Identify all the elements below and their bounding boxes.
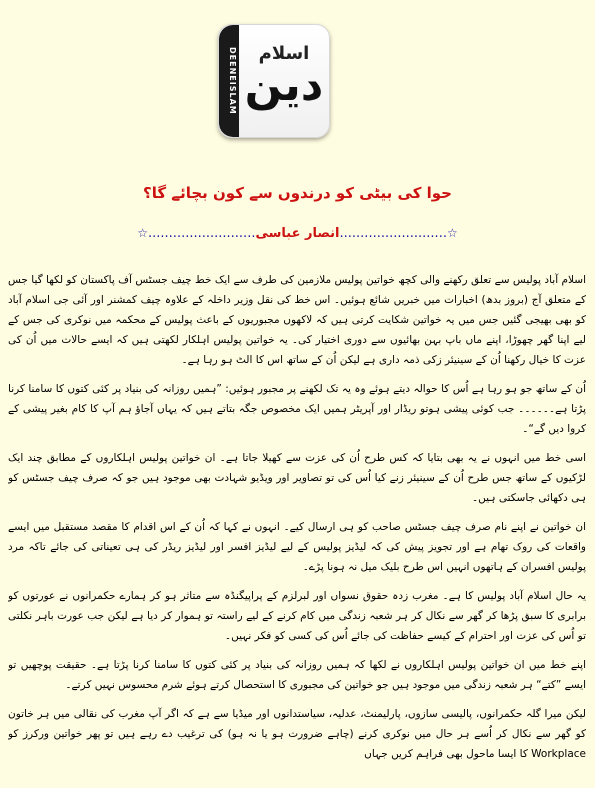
article-paragraph: اپنے خط میں ان خواتین پولیس اہلکاروں نے لکھا کہ ہمیں روزانہ کی بنیاد پر کئی کتوں کا سامنا کرنا پڑتا ہے۔ حقیقت پوچھیں تو ایسے ”کتے“ ہر شعبہ زندگی میں موجود ہیں جو خواتین کی مجبوری کا استحصال کرتے ہوئے شرم محسوس نہیں کرتے۔ — [8, 659, 586, 691]
star-icon: ☆ — [137, 226, 149, 240]
article-title: حوا کی بیٹی کو درندوں سے کون بچائے گا؟ — [143, 184, 452, 202]
logo-vertical-text: DEENEISLAM — [228, 47, 237, 115]
article-paragraph: لیکن میرا گلہ حکمرانوں، پالیسی سازوں، پارلیمنٹ، عدلیہ، سیاستدانوں اور میڈیا سے ہے کہ اگر آپ مغرب کی نقالی میں ہر خاتون کو گھر سے نکال کر اُسے ہر حال میں نوکری کرنے (چاہے ضرورت ہو یا نہ ہو) کی ترغیب دے رہے ہیں تو پھر خواتین ورکرز کو Workplace کا ایسا ماحول بھی فراہم کریں جہاں — [8, 708, 586, 760]
logo-strip — [219, 25, 239, 137]
logo-calligraphy — [243, 35, 325, 127]
byline-dots-right: .......................... — [339, 226, 447, 241]
site-logo[interactable] — [218, 24, 330, 138]
logo-calligraphy-main: دین — [244, 60, 324, 111]
author-name[interactable]: انصار عباسی — [255, 226, 340, 241]
article-body — [8, 270, 586, 785]
logo-calligraphy-top: اسلام — [258, 43, 310, 64]
article-paragraph: اسی خط میں انہوں نے یہ بھی بتایا کہ کس طرح اُن کی عزت سے کھیلا جاتا ہے۔ ان خواتین پولیس اہلکاروں کے مطابق چند ایک لڑکیوں کے ساتھ جس طرح اُن کے سینیئر زنے کیا اُس کی تو تصاویر اور ویڈیو شہادت بھی موجود ہیں جو کہ صرف چیف جسٹس کو ہی دکھائی جاسکتی ہیں۔ — [8, 452, 586, 504]
article-paragraph: اسلام آباد پولیس سے تعلق رکھنے والی کچھ خواتین پولیس ملازمین کی طرف سے ایک خط چیف جسٹس آف پاکستان کو لکھا گیا جس کے متعلق آج (بروز بدھ) اخبارات میں خبریں شائع ہوئیں۔ اس خط کی نقل وزیر داخلہ کے علاوہ چیف کمشنر اور آئی جی اسلام آباد کو بھی بھیجی گئیں جس میں یہ خواتین شکایت کرتی ہیں کہ لاکھوں مجبوریوں کے باعث پولیس کے محکمہ میں نوکری کی جس کے لیے اپنا گھر چھوڑا، اپنے ماں باپ بہن بھائیوں سے دوری اختیار کی۔ یہ خواتین پولیس اہلکار لکھتی ہیں کہ ایسے حالات میں اُن کی عزت کا خیال رکھنا اُن کے سینیئر زکی ذمہ داری ہے لیکن اُن کے ساتھ اس کا الٹ ہو رہا ہے۔ — [8, 274, 586, 366]
article-paragraph: ان خواتین نے اپنے نام صرف چیف جسٹس صاحب کو ہی ارسال کیے۔ انہوں نے کہا کہ اُن کے اس اقدام کا مقصد مستقبل میں ایسے واقعات کی روک تھام ہے اور تجویز پیش کی کہ لیڈیز پولیس کے لیے لیڈیز افسر اور لیڈیز ریڈر کی ہی تعیناتی کی جائے تاکہ مرد پولیس افسران کے ہاتھوں انہیں اس طرح بلیک میل نہ ہونا پڑے۔ — [8, 521, 586, 573]
article-paragraph: اُن کے ساتھ جو ہو رہا ہے اُس کا حوالہ دیتے ہوئے وہ یہ تک لکھنے پر مجبور ہوئیں: ”ہمیں روزانہ کی بنیاد پر کئی کتوں کا سامنا کرنا پڑتا ہے۔۔۔۔۔۔ جب کوئی پیشی ہوتو ریڈار اور آپریٹر ہمیں ایک مخصوص جگہ بتاتے ہیں کہ یہاں آجاؤ ہم آپ کا کام بغیر پیشی کے کروا دیں گے“۔ — [8, 383, 586, 435]
star-icon: ☆ — [446, 226, 458, 240]
article-byline — [0, 226, 595, 241]
article-paragraph: یہ حال اسلام آباد پولیس کا ہے۔ مغرب زدہ حقوق نسواں اور لبرلزم کے پراپیگنڈہ سے متاثر ہو کر ہمارے حکمرانوں نے عورتوں کو برابری کا سبق پڑھا کر گھر سے نکال کر ہر شعبہ زندگی میں کام کرنے کے لیے راستہ تو ہموار کر دیا ہے لیکن جب عورت باہر نکلتی تو اُس کی عزت اور احترام کے کیسے حفاظت کی جائے اُس کی کسی کو فکر نہیں۔ — [8, 590, 586, 642]
byline-dots-left: .......................... — [148, 226, 256, 241]
